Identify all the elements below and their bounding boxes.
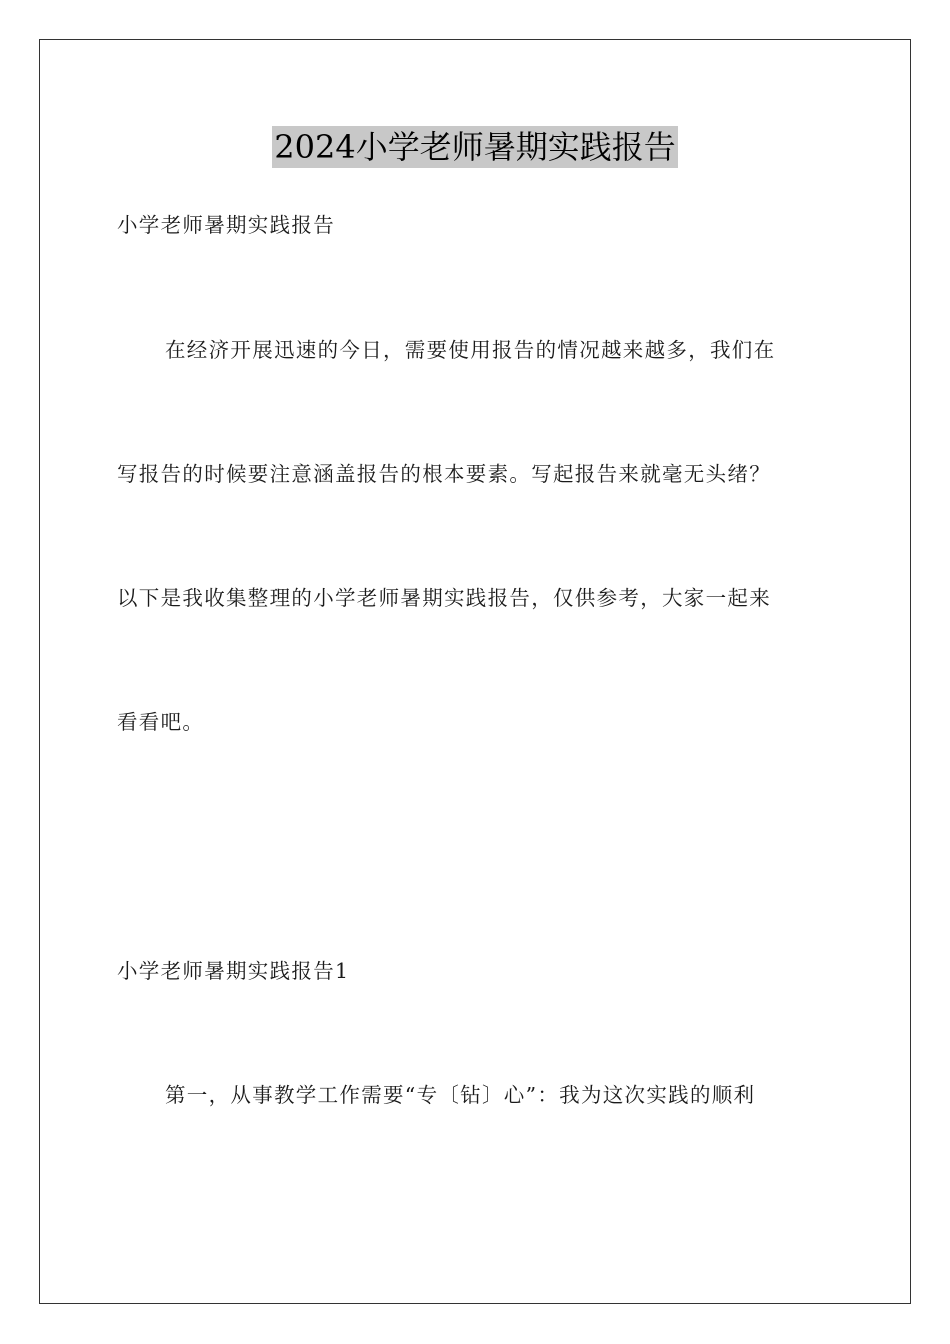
intro-line-1: 在经济开展迅速的今日，需要使用报告的情况越来越多，我们在 — [165, 338, 776, 362]
intro-line-4: 看看吧。 — [117, 710, 205, 734]
title-container — [0, 126, 950, 168]
section-heading: 小学老师暑期实践报告1 — [117, 959, 350, 983]
document-subtitle: 小学老师暑期实践报告 — [117, 213, 335, 237]
intro-line-3: 以下是我收集整理的小学老师暑期实践报告，仅供参考，大家一起来 — [117, 586, 771, 610]
intro-line-2: 写报告的时候要注意涵盖报告的根本要素。写起报告来就毫无头绪？ — [117, 462, 771, 486]
document-title: 2024小学老师暑期实践报告 — [274, 128, 676, 166]
section-paragraph-line-1: 第一，从事教学工作需要“专〔钻〕心”：我为这次实践的顺利 — [165, 1083, 756, 1107]
